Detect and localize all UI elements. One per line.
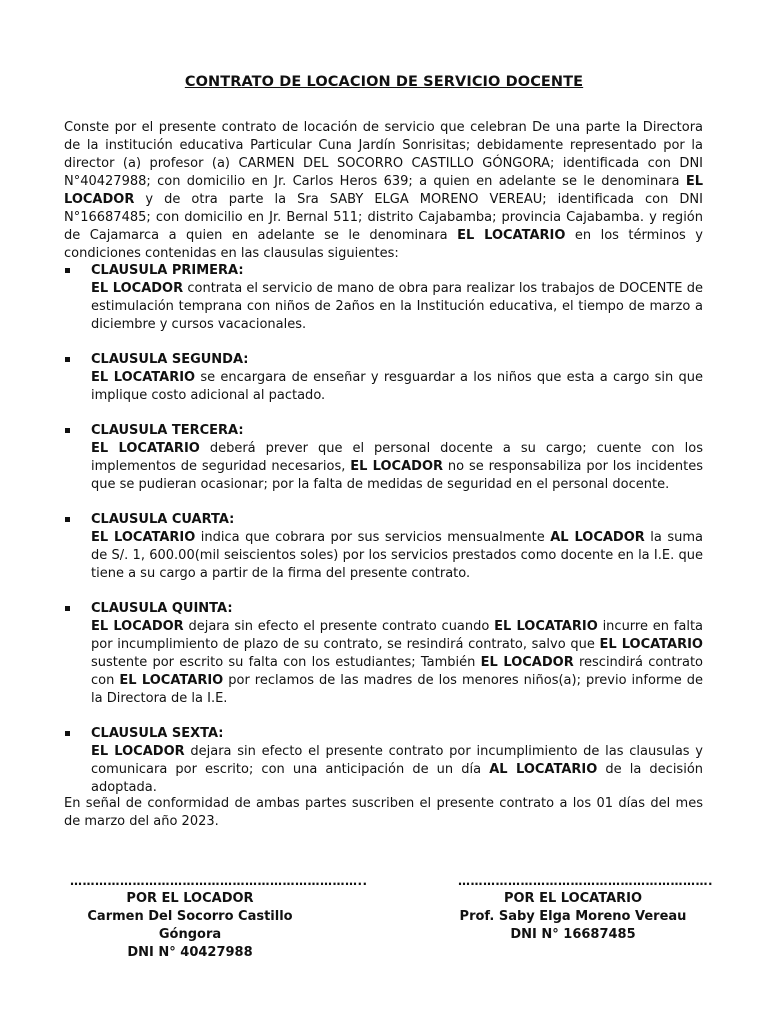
clause-item bbox=[64, 600, 703, 708]
text-run: de la decisión adoptada. bbox=[91, 762, 704, 795]
party-term: EL LOCATARIO bbox=[457, 228, 566, 243]
signature-line: ……………………………………………………. bbox=[458, 874, 714, 888]
document-title: CONTRATO DE LOCACION DE SERVICIO DOCENTE bbox=[184, 74, 584, 90]
text-run: Conste por el presente contrato de locación de servicio que celebran De una parte la Directora de la institución educativa Particular Cuna Jardín Sonrisitas; debidamente representado por la director (a) profesor (a) CARMEN DEL SOCORRO CASTILLO GÓNGORA; identificada con DNI N°40427988; con domicilio en Jr. Carlos Heros 639; a quien en adelante se le denominara bbox=[64, 120, 703, 189]
clause-item bbox=[64, 511, 703, 583]
clause-body bbox=[91, 743, 703, 797]
text-run: deberá prever que el personal docente a su cargo; cuente con los implementos de seguridad necesarios, bbox=[91, 441, 704, 474]
clause-body bbox=[91, 529, 703, 583]
party-term: AL LOCATARIO bbox=[489, 762, 598, 777]
clause-item bbox=[64, 422, 703, 494]
signature-block-locatario bbox=[458, 872, 714, 944]
party-term: EL LOCATARIO bbox=[119, 673, 224, 688]
text-run: dejara sin efecto el presente contrato por incumplimiento de las clausulas y comunicara por escrito; con una anticipación de un día bbox=[91, 744, 703, 777]
text-run: la suma de S/. 1, 600.00(mil seiscientos soles) por los servicios prestados como docente en la I.E. que tiene a su cargo a partir de la firma del presente contrato. bbox=[91, 530, 703, 581]
party-term: EL LOCADOR bbox=[480, 655, 574, 670]
text-run: se encargara de enseñar y resguardar a los niños que esta a cargo sin que implique costo adicional al pactado. bbox=[91, 370, 703, 403]
intro-paragraph bbox=[64, 119, 703, 263]
text-run: dejara sin efecto el presente contrato cuando bbox=[183, 619, 495, 634]
party-term: EL LOCADOR bbox=[91, 281, 184, 296]
party-term: EL LOCATARIO bbox=[91, 370, 196, 385]
clause-heading: CLAUSULA SEGUNDA: bbox=[91, 352, 249, 367]
party-term: EL LOCADOR bbox=[350, 459, 444, 474]
text-run: contrata el servicio de mano de obra para realizar los trabajos de DOCENTE de estimulación temprana con niños de 2años en la Institución educativa, el tiempo de marzo a diciembre y cursos vacacionales. bbox=[91, 281, 704, 332]
clause-heading: CLAUSULA PRIMERA: bbox=[91, 263, 244, 278]
text-run: sustente por escrito su falta con los estudiantes; También bbox=[91, 655, 481, 670]
clause-item bbox=[64, 351, 703, 405]
party-term: EL LOCATARIO bbox=[599, 637, 703, 652]
signature-dni: DNI N° 16687485 bbox=[510, 927, 636, 942]
signature-name: Prof. Saby Elga Moreno Vereau bbox=[459, 909, 687, 924]
party-term: AL LOCADOR bbox=[550, 530, 645, 545]
clause-heading: CLAUSULA SEXTA: bbox=[91, 726, 224, 741]
text-run: rescindirá contrato con bbox=[91, 655, 703, 688]
signature-dni: DNI N° 40427988 bbox=[127, 945, 253, 960]
clause-body bbox=[91, 280, 703, 334]
closing-paragraph: En señal de conformidad de ambas partes suscriben el presente contrato a los 01 días del mes de marzo del año 2023. bbox=[64, 796, 703, 829]
clause-heading: CLAUSULA CUARTA: bbox=[91, 512, 235, 527]
text-run: no se responsabiliza por los incidentes que se pudieran ocasionar; por la falta de medidas de seguridad en el personal docente. bbox=[91, 459, 703, 492]
party-term: EL LOCATARIO bbox=[91, 530, 196, 545]
text-run: en los términos y condiciones contenidas en las clausulas siguientes: bbox=[64, 228, 703, 261]
clause-body bbox=[91, 618, 703, 708]
text-run: por reclamos de las madres de los menores niños(a); previo informe de la Directora de la I.E. bbox=[91, 673, 703, 706]
text-run: indica que cobrara por sus servicios mensualmente bbox=[195, 530, 551, 545]
clause-list bbox=[64, 262, 703, 814]
text-run: incurre en falta por incumplimiento de plazo de su contrato, se resindirá contrato, salvo que bbox=[91, 619, 704, 652]
party-term: EL LOCATARIO bbox=[494, 619, 598, 634]
clause-item bbox=[64, 262, 703, 334]
signature-block-locador bbox=[70, 872, 368, 962]
party-term: EL LOCADOR bbox=[91, 619, 184, 634]
signature-line: …………………………………………………………….. bbox=[70, 874, 368, 888]
signature-role: POR EL LOCATARIO bbox=[503, 891, 643, 906]
clause-body bbox=[91, 440, 703, 494]
party-term: EL LOCADOR bbox=[91, 744, 185, 759]
clause-heading: CLAUSULA QUINTA: bbox=[91, 601, 233, 616]
text-run: y de otra parte la Sra SABY ELGA MORENO VEREAU; identificada con DNI N°16687485; con domicilio en Jr. Bernal 511; distrito Cajabamba; provincia Cajabamba. y región de Cajamarca a quien en adelante se le denominara bbox=[64, 192, 703, 243]
signature-role: POR EL LOCADOR bbox=[126, 891, 254, 906]
clause-body bbox=[91, 369, 703, 405]
party-term: EL LOCADOR bbox=[64, 174, 703, 207]
clause-heading: CLAUSULA TERCERA: bbox=[91, 423, 244, 438]
clause-item bbox=[64, 725, 703, 797]
party-term: EL LOCATARIO bbox=[91, 441, 200, 456]
signature-name: Carmen Del Socorro Castillo Góngora bbox=[87, 909, 293, 942]
